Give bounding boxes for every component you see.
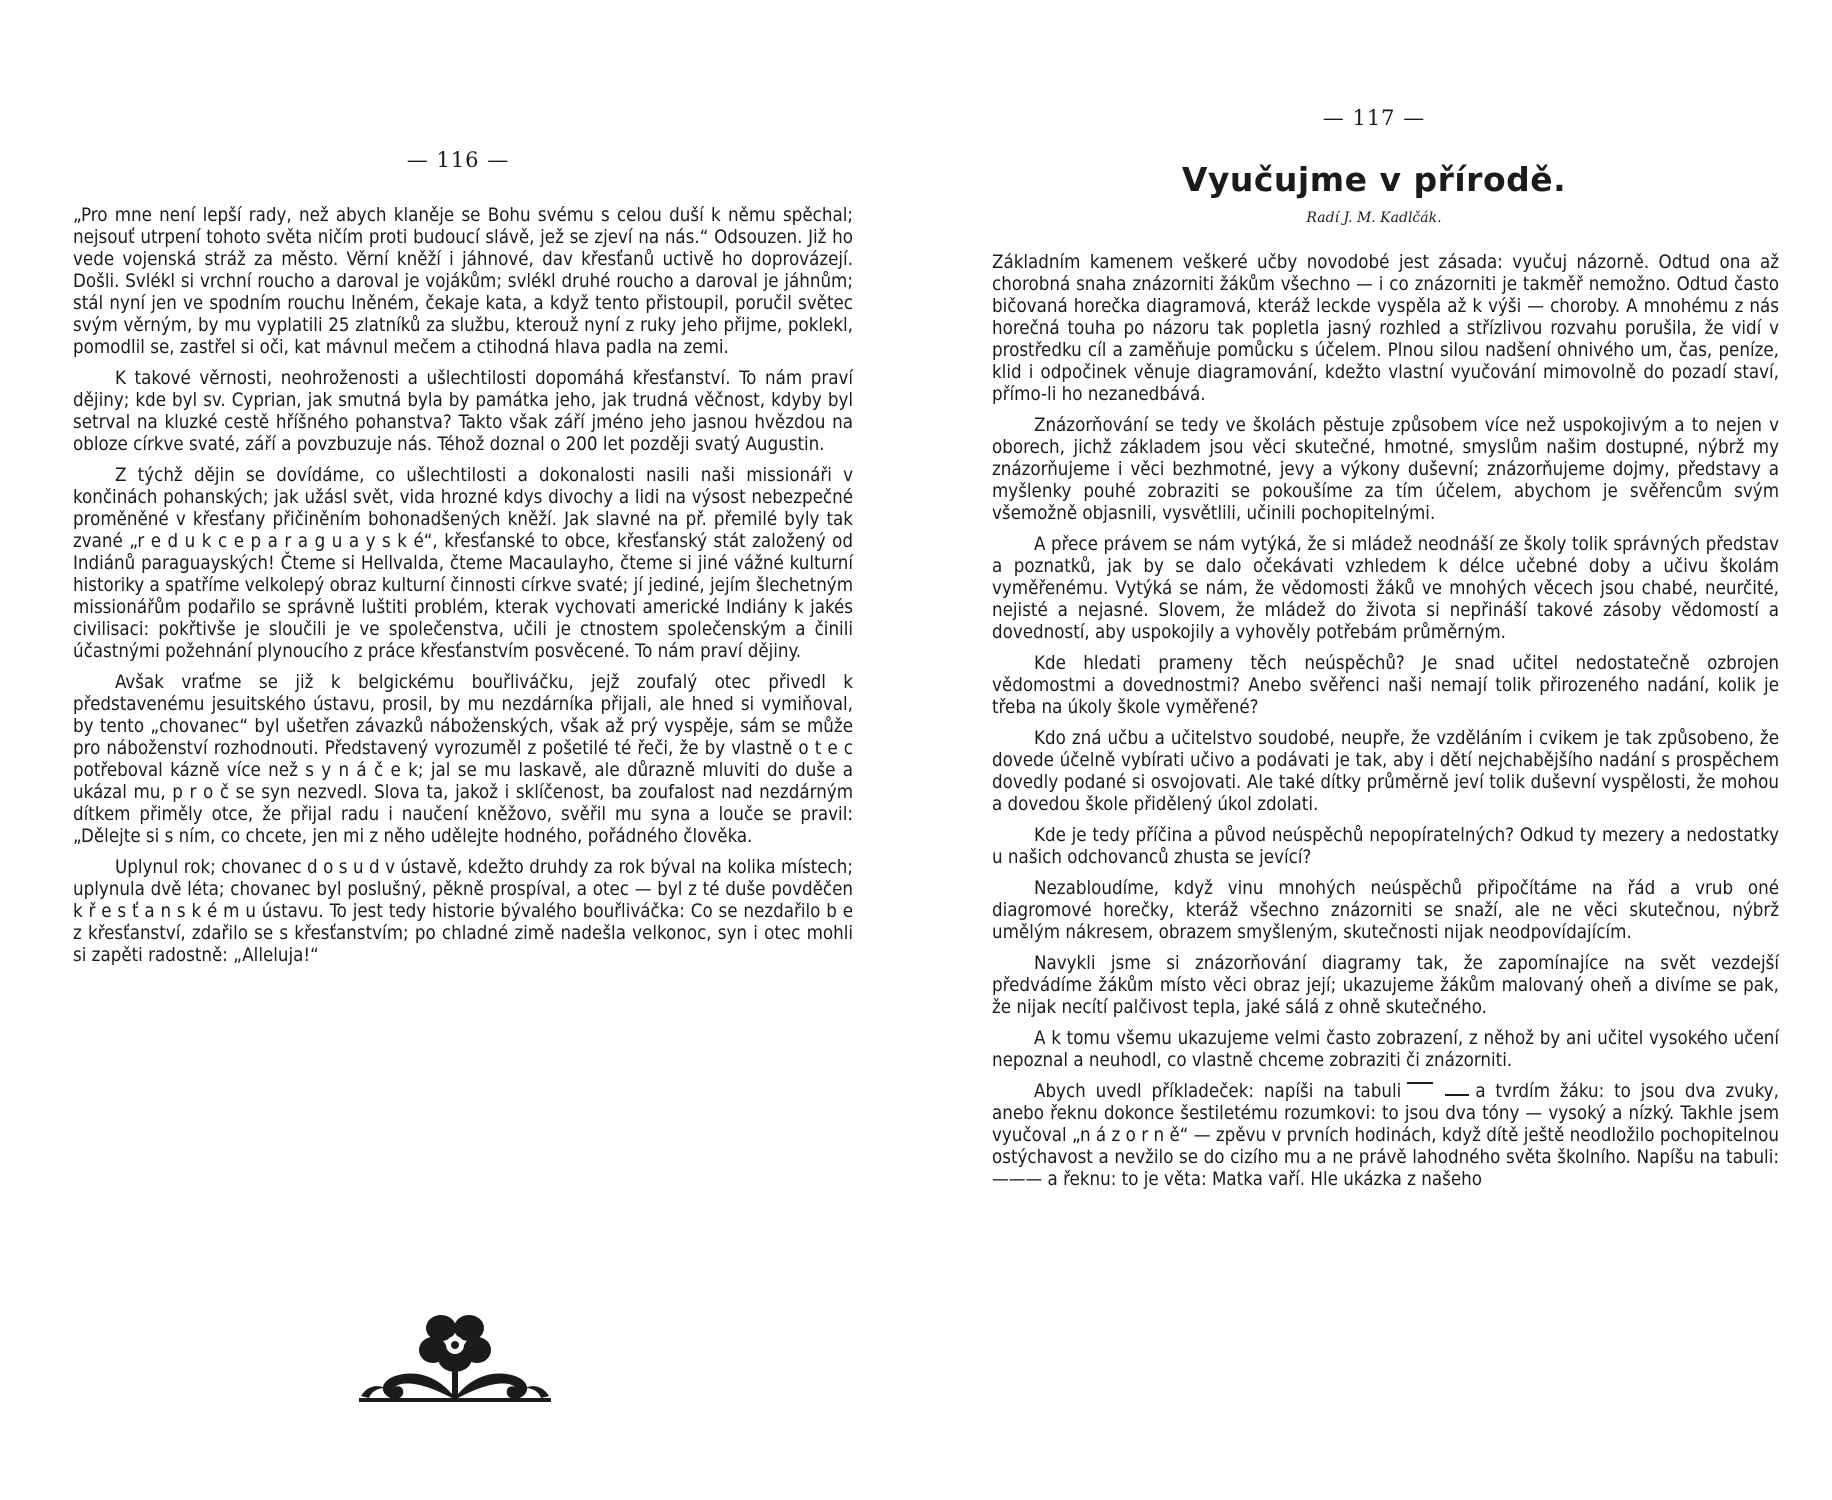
low-tone-mark xyxy=(1445,1094,1469,1096)
high-tone-mark xyxy=(1407,1082,1433,1084)
paragraph: Uplynul rok; chovanec d o s u d v ústavě, kdežto druhdy za rok býval na kolika místech; uplynula dvě léta; chovanec byl poslušný, pěkně prospíval, a otec — byl z té duše povděčen k ř e s ť a n s k é m u ústavu. To jest tedy historie bývalého bouřliváčka: Co se nezdařilo b e z křesťanství, zdařilo se s křesťanstvím; po chladné zimě nadešla velkonoc, syn i otec mohli si zapěti radostně: „Alleluja!“ xyxy=(73,857,853,966)
paragraph: Avšak vraťme se již k belgickému bouřliváčku, jejž zoufalý otec přivedl k představenému jesuitského ústavu, prosil, by mu nezdárníka přijali, ale hned si vymiňoval, by tento „chovanec“ byl ušetřen závazků náboženských, však až prý vyspěje, sám se může pro náboženství rozhodnouti. Představený vyrozuměl z pošetilé té řeči, že by vlastně o t e c potřeboval kázně více než s y n á č e k; jal se mu laskavě, ale důrazně mluviti do duše a ukázal mu, p r o č se syn nezvedl. Slova ta, jakož i sklíčenost, ba zoufalost nad nezdárným dítkem přiměly otce, že přijal radu i naučení kněžovo, svěřil mu syna a louče se pravil: „Dělejte si s ním, co chcete, jen mi z něho udělejte hodného, pořádného člověka. xyxy=(73,672,853,847)
paragraph: Znázorňování se tedy ve školách pěstuje způsobem více než uspokojivým a to nejen v oborech, jichž základem jsou věci skutečné, hmotné, smyslům našim dostupné, nýbrž my znázorňujeme i věci bezhmotné, jevy a výkony duševní; znázorňujeme dojmy, představy a myšlenky pouhé zobraziti se pokoušíme za tím účelem, abychom je svěřencům svým všemožně objasnili, vysvětlili, učinili pochopitelnými. xyxy=(992,415,1779,524)
paragraph: Nezabloudíme, když vinu mnohých neúspěchů připočítáme na řád a vrub oné diagromové horečky, kteráž všechno znázorniti se snaží, ale ne věci skutečnou, nýbrž umělým nákresem, obrazem smyšleným, skutečnosti nijak neodpovídajícím. xyxy=(992,878,1779,943)
paragraph: Navykli jsme si znázorňování diagramy tak, že zapomínajíce na svět vezdejší předvádíme žákům místo věci obraz její; ukazujeme žákům malovaný oheň a divíme se pak, že nijak necítí palčivost tepla, jaké sálá z ohně skutečného. xyxy=(992,953,1779,1018)
paragraph: Základním kamenem veškeré učby novodobé jest zásada: vyučuj názorně. Odtud ona až chorobná snaha znázorniti žákům všechno — i co znázorniti je takměř nemožno. Odtud často bičovaná horečka diagramová, kteráž leckde vyspěla až k výši — choroby. A mnohému z nás horečná touha po názoru tak popletla jasný rozhled a střízlivou rozvahu porušila, že vidí v prostředku cíl a zaměňuje pomůcku s účelem. Plnou silou nadšení ohnivého um, čas, peníze, klid i odpočinek věnuje diagramování, kdežto vlastní vyučování mimovolně do pozadí staví, přímo-li ho nezanedbává. xyxy=(992,252,1779,405)
floral-ornament-icon xyxy=(355,1312,555,1408)
article-byline: Radí J. M. Kadlčák. xyxy=(1306,210,1442,226)
paragraph: A přece právem se nám vytýká, že si mládež neodnáší ze školy tolik správných představ a poznatků, jak by se dalo očekávati vzhledem k délce učebné doby a učivu školám vyměřenému. Vytýká se nám, že vědomosti žáků ve mnohých věcech jsou chabé, neurčité, nejisté a nejasné. Slovem, že mládež do života si nepřináší takové zásoby vědomostí a dovedností, aby uspokojily a vyhověly potřebám průměrným. xyxy=(992,534,1779,643)
right-page xyxy=(916,0,1832,1500)
paragraph: K takové věrnosti, neohroženosti a ušlechtilosti dopomáhá křesťanství. To nám praví dějiny; kde byl sv. Cyprian, jak smutná byla by památka jeho, jak trudná věčnost, kdyby byl setrval na kluzké cestě hříšného pohanstva? Takto však září jméno jeho jasnou hvězdou na obloze církve svaté, září a povzbuzuje nás. Téhož doznal o 200 let později svatý Augustin. xyxy=(73,368,853,455)
example-tail-text: a tvrdím žáku: to jsou dva zvuky, anebo řeknu dokonce šestiletému rozumkovi: to jsou dva tóny — vysoký a nízký. Takhle jsem vyučoval „n á z o r n ě“ — zpěvu v prvních hodinách, když dítě ještě neodložilo pochopitelnou ostýchavost a nevžilo se do cizího mu a ne právě lahodného světa školního. Napíšu na tabuli: ——— a řeknu: to je věta: Matka vaří. Hle ukázka z našeho xyxy=(992,1081,1779,1190)
article-title: Vyučujme v přírodě. xyxy=(1181,160,1567,199)
right-body-text xyxy=(992,252,1779,1200)
paragraph: A k tomu všemu ukazujeme velmi často zobrazení, z něhož by ani učitel vysokého učení nepoznal a neuhodl, co vlastně chceme zobraziti či znázorniti. xyxy=(992,1028,1779,1071)
paragraph: Kdo zná učbu a učitelstvo soudobé, neupře, že vzděláním i cvikem je tak způsobeno, že dovede účelně vybírati učivo a podávati je tak, aby i dětí nejchabějšího nadání s prospěchem dovedly podané si osvojovati. Ale také dítky průměrně jeví tolik duševní vyspělosti, že mohou a dovedou škole přidělený úkol zdolati. xyxy=(992,728,1779,815)
page-number-right: — 117 — xyxy=(1322,106,1426,130)
example-lead-text: Abych uvedl příkladeček: napíši na tabuli xyxy=(1034,1081,1402,1102)
paragraph: Kde hledati prameny těch neúspěchů? Je snad učitel nedostatečně ozbrojen vědomostmi a dovednostmi? Anebo svěřenci naši nemají tolik přirozeného nadání, kolik je třeba na úkoly škole vyměřené? xyxy=(992,653,1779,718)
paragraph: Z týchž dějin se dovídáme, co ušlechtilosti a dokonalosti nasili naši missionáři v končinách pohanských; jak užásl svět, vida hrozné kdys divochy a lidi na výsost nebezpečné proměněné v křesťany přičiněním bohonadšených kněží. Jak slavné na př. přemilé byly tak zvané „r e d u k c e p a r a g u a y s k é“, křesťanské to obce, křesťanský stát založený od Indiánů paraguayských! Čteme si Hellvalda, čteme Macaulayho, čteme si jiné vážné kulturní historiky a spatříme velkolepý obraz kulturní činnosti církve svaté; jí jediné, jejím šlechetným missionářům podařilo se správně luštiti problém, kterak vychovati americké Indiány k jakés civilisaci: pokřtivše je sloučili je ve společenstva, učili je ctnostem společenským a činili účastnými požehnání plynoucího z práce křesťanstvím posvěcené. To nám praví dějiny. xyxy=(73,465,853,662)
paragraph: Kde je tedy příčina a původ neúspěchů nepopíratelných? Odkud ty mezery a nedostatky u našich odchovanců zhusta se jevící? xyxy=(992,825,1779,868)
page-number-left: — 116 — xyxy=(406,148,510,172)
paragraph-example xyxy=(992,1081,1779,1191)
left-body-text xyxy=(73,205,853,976)
paragraph: „Pro mne není lepší rady, než abych klaněje se Bohu svému s celou duší k němu spěchal; nejsouť utrpení tohoto světa ničím proti budoucí slávě, jež se zjeví na nás.“ Odsouzen. Již ho vede vojenská stráž za město. Věrní kněží i jáhnové, dav křesťanů uctivě ho doprovázejí. Došli. Svlékl si vrchní roucho a daroval je vojákům; svlékl druhé roucho a daroval je jáhnům; stál nyní jen ve spodním rouchu lněném, čekaje kata, a když tento přistoupil, poručil světec svým věrným, by mu vyplatili 25 zlatníků za službu, kterouž nyní z ruky jeho přijme, poklekl, pomodlil se, zastřel si oči, kat mávnul mečem a ctihodná hlava padla na zemi. xyxy=(73,205,853,358)
